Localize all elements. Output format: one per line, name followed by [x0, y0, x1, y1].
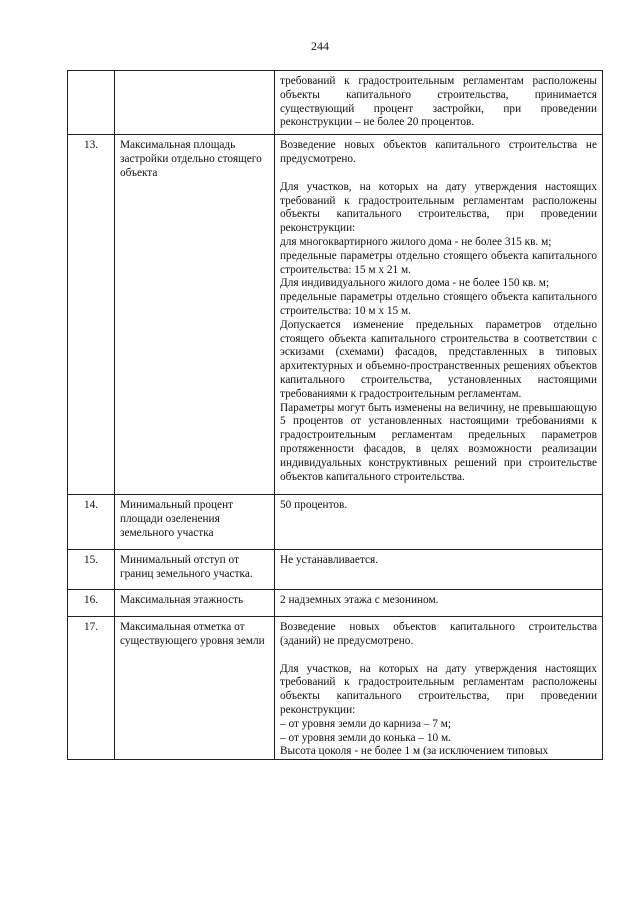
parameter-name: Минимальный процент площади озеленения земельного участка — [115, 495, 275, 549]
description-paragraph: для многоквартирного жилого дома - не более 315 кв. м; — [280, 235, 552, 248]
description-paragraph: 2 надземных этажа с мезонином. — [280, 594, 439, 607]
parameter-name — [115, 71, 275, 135]
description-paragraph: Не устанавливается. — [280, 553, 378, 566]
parameter-name: Максимальная отметка от существующего уровня земли — [115, 617, 275, 760]
description-paragraph: Высота цоколя - не более 1 м (за исключением типовых — [280, 745, 549, 758]
row-number: 15. — [68, 549, 115, 590]
table-row — [68, 590, 603, 617]
row-number: 14. — [68, 495, 115, 549]
description-paragraph: – от уровня земли до карниза – 7 м; — [280, 717, 452, 730]
table-row — [68, 617, 603, 760]
row-number — [68, 71, 115, 135]
description-paragraph: 50 процентов. — [280, 499, 348, 512]
table-row — [68, 495, 603, 549]
parameter-description — [275, 549, 603, 590]
row-number: 13. — [68, 135, 115, 495]
description-paragraph: – от уровня земли до конька – 10 м. — [280, 731, 451, 744]
table-row — [68, 71, 603, 135]
description-paragraph: Для индивидуального жилого дома - не более 150 кв. м; — [280, 277, 550, 290]
description-paragraph: Допускается изменение предельных параметров отдельно стоящего объекта капитального строительства в соответствии с эскизами (схемами) фасадов, представленных в типовых архитектурных и объемно-пространственных решениях объектов капитального строительства, установленных настоящими требованиями к градостроительным регламентам. — [280, 318, 597, 400]
description-paragraph: Возведение новых объектов капитального строительства не предусмотрено. — [280, 139, 597, 165]
description-paragraph: предельные параметры отдельно стоящего объекта капитального строительства: 15 м х 21 м. — [280, 249, 597, 276]
description-paragraph: Параметры могут быть изменены на величину, не превышающую 5 процентов от установленных настоящими требованиями к градостроительным регламентам предельных параметров протяженности фасадов, в целях возможности реализации индивидуальных конструктивных решений при строительстве объектов капитального строительства. — [280, 401, 597, 483]
parameter-name: Минимальный отступ от границ земельного участка. — [115, 549, 275, 590]
requirements-table — [67, 70, 603, 760]
parameter-description — [275, 135, 603, 495]
parameter-description — [275, 617, 603, 760]
table-row — [68, 549, 603, 590]
parameter-description — [275, 71, 603, 135]
description-paragraph: предельные параметры отдельно стоящего объекта капитального строительства: 10 м х 15 м. — [280, 291, 597, 317]
parameter-description — [275, 495, 603, 549]
description-paragraph: требований к градостроительным регламентам расположены объекты капитального строительства, принимается существующий процент застройки, при проведении реконструкции – не более 20 процентов. — [280, 75, 597, 129]
description-paragraph: Для участков, на которых на дату утверждения настоящих требований к градостроительным регламентам расположены объекты капитального строительства, при проведении реконструкции: — [280, 662, 597, 717]
description-paragraph: Возведение новых объектов капитального строительства (зданий) не предусмотрено. — [280, 621, 597, 647]
row-number: 17. — [68, 617, 115, 760]
description-paragraph: Для участков, на которых на дату утверждения настоящих требований к градостроительным регламентам расположены объекты капитального строительства, при проведении реконструкции: — [280, 180, 597, 235]
parameter-description — [275, 590, 603, 617]
parameter-name: Максимальная площадь застройки отдельно стоящего объекта — [115, 135, 275, 495]
table-row — [68, 135, 603, 495]
parameter-name: Максимальная этажность — [115, 590, 275, 617]
page-number: 244 — [311, 39, 329, 53]
row-number: 16. — [68, 590, 115, 617]
